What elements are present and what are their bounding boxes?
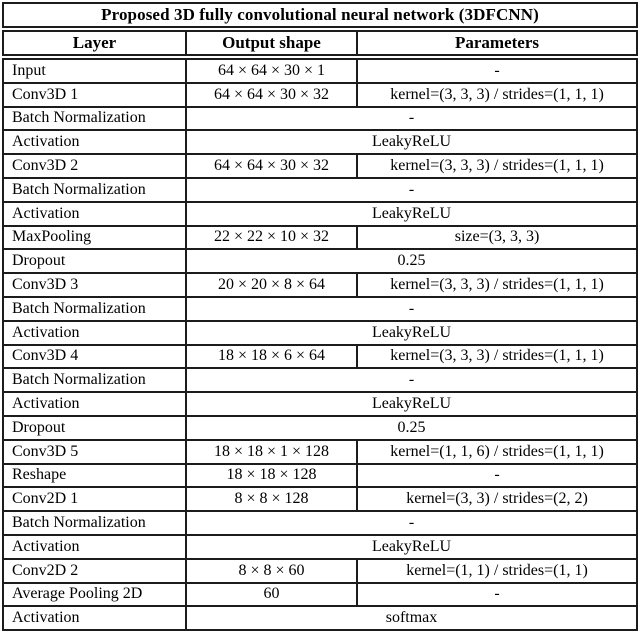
merged-value-cell: LeakyReLU — [371, 537, 452, 555]
layer-cell: Conv2D 1 — [4, 488, 187, 510]
table-row — [4, 558, 636, 582]
layer-cell: Conv2D 2 — [4, 560, 187, 582]
output-shape-cell: 20 × 20 × 8 × 64 — [187, 274, 358, 296]
table-row — [4, 367, 636, 391]
layer-cell: Activation — [4, 203, 187, 225]
layer-cell: Conv3D 3 — [4, 274, 187, 296]
table-row — [4, 177, 636, 201]
parameters-cell: kernel=(3, 3, 3) / strides=(1, 1, 1) — [390, 347, 604, 365]
layer-cell: Batch Normalization — [4, 298, 187, 320]
layer-cell: Batch Normalization — [4, 512, 187, 534]
header-output-shape: Output shape — [187, 32, 358, 54]
table-row — [4, 129, 636, 153]
layer-cell: Activation — [4, 322, 187, 344]
layer-cell: Input — [4, 60, 187, 82]
layer-cell: Reshape — [4, 465, 187, 487]
table-title-box — [2, 2, 638, 28]
merged-value-cell: - — [408, 371, 415, 389]
table-title: Proposed 3D fully convolutional neural network (3DFCNN) — [101, 5, 539, 24]
output-shape-cell: 8 × 8 × 128 — [187, 488, 358, 510]
merged-value-cell: 0.25 — [397, 418, 426, 436]
table-row — [4, 82, 636, 106]
table-row — [4, 463, 636, 487]
layer-cell: Conv3D 2 — [4, 155, 187, 177]
layer-cell: Activation — [4, 131, 187, 153]
table-row — [4, 248, 636, 272]
layer-cell: Average Pooling 2D — [4, 584, 187, 606]
layer-cell: Conv3D 5 — [4, 441, 187, 463]
merged-value-cell: LeakyReLU — [371, 133, 452, 151]
merged-value-cell: - — [408, 180, 415, 198]
layer-cell: Activation — [4, 607, 187, 629]
table-body — [2, 58, 638, 631]
output-shape-cell: 18 × 18 × 1 × 128 — [187, 441, 358, 463]
layer-cell: Conv3D 4 — [4, 346, 187, 368]
table-row — [4, 605, 636, 629]
merged-value-cell: LeakyReLU — [371, 204, 452, 222]
parameters-cell: size=(3, 3, 3) — [454, 228, 540, 246]
table-row — [4, 296, 636, 320]
output-shape-cell: 64 × 64 × 30 × 32 — [187, 84, 358, 106]
table-row — [4, 153, 636, 177]
parameters-cell: kernel=(1, 1) / strides=(1, 1) — [406, 561, 588, 579]
merged-value-cell: - — [408, 299, 415, 317]
parameters-cell: kernel=(3, 3, 3) / strides=(1, 1, 1) — [390, 276, 604, 294]
table-row — [4, 486, 636, 510]
layer-cell: Batch Normalization — [4, 369, 187, 391]
table-header-row — [2, 30, 638, 56]
parameters-cell: kernel=(3, 3, 3) / strides=(1, 1, 1) — [390, 85, 604, 103]
header-parameters: Parameters — [454, 33, 539, 52]
output-shape-cell: 8 × 8 × 60 — [187, 560, 358, 582]
table-row — [4, 391, 636, 415]
layer-cell: Activation — [4, 536, 187, 558]
output-shape-cell: 22 × 22 × 10 × 32 — [187, 227, 358, 249]
table-row — [4, 510, 636, 534]
merged-value-cell: - — [408, 109, 415, 127]
table-row — [4, 106, 636, 130]
parameters-cell: kernel=(3, 3, 3) / strides=(1, 1, 1) — [390, 157, 604, 175]
table-row — [4, 272, 636, 296]
merged-value-cell: LeakyReLU — [371, 323, 452, 341]
layer-cell: Dropout — [4, 417, 187, 439]
merged-value-cell: LeakyReLU — [371, 395, 452, 413]
table-row — [4, 201, 636, 225]
layer-cell: Activation — [4, 393, 187, 415]
parameters-cell: kernel=(3, 3) / strides=(2, 2) — [406, 490, 588, 508]
table-row — [4, 320, 636, 344]
parameters-cell: kernel=(1, 1, 6) / strides=(1, 1, 1) — [390, 442, 604, 460]
parameters-cell: - — [494, 466, 500, 484]
table-row — [4, 225, 636, 249]
table-row — [4, 344, 636, 368]
layer-cell: MaxPooling — [4, 227, 187, 249]
output-shape-cell: 18 × 18 × 128 — [187, 465, 358, 487]
table-row — [4, 534, 636, 558]
output-shape-cell: 18 × 18 × 6 × 64 — [187, 346, 358, 368]
table-row — [4, 415, 636, 439]
layer-cell: Batch Normalization — [4, 179, 187, 201]
layer-cell: Batch Normalization — [4, 108, 187, 130]
merged-value-cell: 0.25 — [397, 252, 426, 270]
output-shape-cell: 60 — [187, 584, 358, 606]
output-shape-cell: 64 × 64 × 30 × 1 — [187, 60, 358, 82]
merged-value-cell: - — [408, 514, 415, 532]
table-row — [4, 60, 636, 82]
layer-cell: Conv3D 1 — [4, 84, 187, 106]
table-row — [4, 582, 636, 606]
merged-value-cell: softmax — [385, 609, 438, 627]
parameters-cell: - — [494, 585, 500, 603]
header-layer: Layer — [4, 32, 187, 54]
table-row — [4, 439, 636, 463]
parameters-cell: - — [494, 61, 500, 79]
layer-cell: Dropout — [4, 250, 187, 272]
output-shape-cell: 64 × 64 × 30 × 32 — [187, 155, 358, 177]
